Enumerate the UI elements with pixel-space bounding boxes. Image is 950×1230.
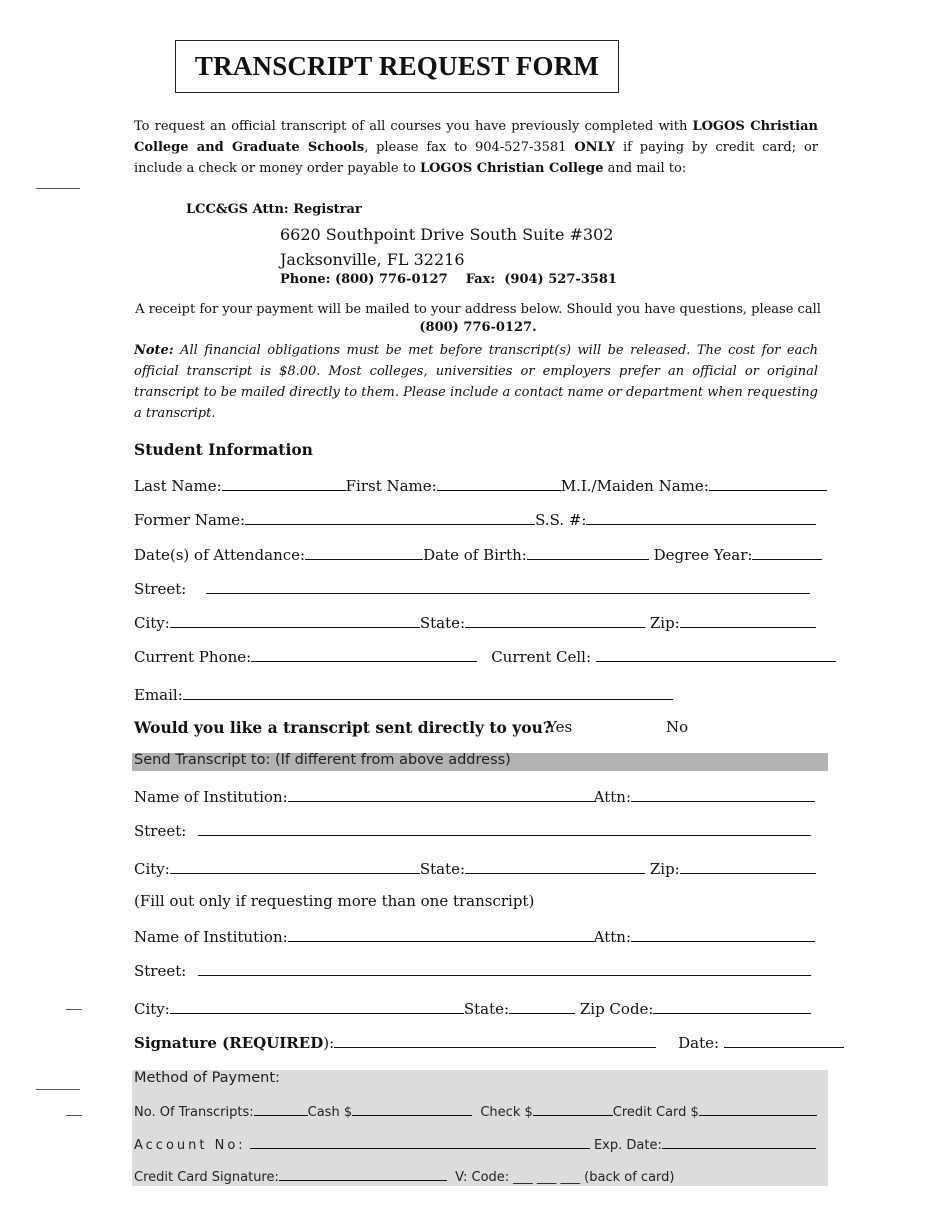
attendance-row [134,544,822,564]
address-phone: Phone: (800) 776-0127 Fax: (904) 527-3581 [280,272,617,287]
signature-label: Signature (REQUIRED [134,1034,324,1052]
exp-date-label: Exp. Date: [593,1138,662,1153]
attn-field[interactable] [631,786,815,802]
exp-date-field[interactable] [662,1136,816,1149]
num-transcripts-label: No. Of Transcripts: [134,1105,254,1120]
signature-label-end: ): [323,1034,335,1052]
intro-payee: LOGOS Christian College [419,161,604,176]
margin-mark [36,1089,80,1090]
street-field[interactable] [206,578,810,594]
receipt-text [134,301,822,337]
num-transcripts-field[interactable] [254,1103,308,1116]
send-street2-field[interactable] [198,960,811,976]
margin-mark [36,188,80,189]
account-no-label: Account No: [134,1138,246,1153]
send-zip-code2-label: Zip Code: [579,1000,654,1018]
institution2-field[interactable] [288,926,594,942]
former-name-field[interactable] [245,509,535,525]
current-cell-field[interactable] [596,646,836,662]
send-state2-label: State: [463,1000,510,1018]
signature-date-label: Date: [678,1034,720,1052]
former-name-label: Former Name: [134,511,246,529]
intro-only: ONLY [574,140,616,155]
state-label: State: [419,614,466,632]
address-line1: 6620 Southpoint Drive South Suite #302 [280,225,614,244]
payment-amounts-row [134,1103,817,1120]
note-paragraph [134,340,818,424]
intro-text: if paying by credit card; or include a check or money order payable to [134,140,819,176]
email-row [134,684,673,704]
zip-field[interactable] [680,612,816,628]
attn-label: Attn: [593,788,631,806]
credit-card-field[interactable] [699,1103,817,1116]
payment-heading: Method of Payment: [134,1070,280,1086]
ss-field[interactable] [586,509,816,525]
signature-row [134,1032,844,1052]
city-field[interactable] [170,612,420,628]
attn2-field[interactable] [631,926,815,942]
intro-college-name: LOGOS Christian College and Graduate Schools [134,119,818,155]
cash-label: Cash $ [307,1105,353,1120]
send-state2-field[interactable] [509,998,575,1014]
note-label: Note: [134,343,174,358]
receipt-line: A receipt for your payment will be mailed to your address below. Should you have questions, please call [135,302,821,317]
address-line2: Jacksonville, FL 32216 [280,250,465,269]
send-street2-row [134,960,811,980]
send-street-label: Street: [134,822,187,840]
institution-label: Name of Institution: [134,788,288,806]
email-field[interactable] [183,684,673,700]
dob-field[interactable] [527,544,649,560]
degree-year-field[interactable] [752,544,822,560]
send-street-field[interactable] [198,820,811,836]
ss-label: S.S. #: [535,511,587,529]
send-city2-label: City: [134,1000,170,1018]
student-info-heading: Student Information [134,440,313,459]
title-box [175,40,619,93]
zip-label: Zip: [649,614,680,632]
street-label: Street: [134,580,187,598]
institution2-row [134,926,815,946]
last-name-field[interactable] [222,475,346,491]
send-street2-label: Street: [134,962,187,980]
margin-mark [66,1009,82,1010]
send-state-label: State: [419,860,466,878]
credit-card-label: Credit Card $ [612,1105,699,1120]
email-label: Email: [134,686,183,704]
send-city-field[interactable] [170,858,420,874]
signature-date-field[interactable] [724,1032,844,1048]
send-city2-row [134,998,811,1018]
account-row [134,1136,816,1153]
check-field[interactable] [533,1103,613,1116]
receipt-phone: (800) 776-0127. [419,320,537,335]
v-code-label: V: Code: ___ ___ ___ (back of card) [455,1170,675,1185]
form-title: TRANSCRIPT REQUEST FORM [194,51,600,81]
attendance-field[interactable] [305,544,423,560]
cc-signature-row [134,1168,675,1185]
attn2-label: Attn: [593,928,631,946]
send-zip-field[interactable] [680,858,816,874]
margin-mark [66,1115,82,1116]
city-label: City: [134,614,170,632]
send-to-heading: Send Transcript to: (If different from above address) [134,752,511,768]
street-row [134,578,810,598]
intro-paragraph [134,116,818,179]
state-field[interactable] [465,612,645,628]
send-city2-field[interactable] [170,998,464,1014]
cc-signature-field[interactable] [279,1168,447,1181]
institution-row [134,786,815,806]
degree-year-label: Degree Year: [653,546,753,564]
send-zip-code2-field[interactable] [653,998,811,1014]
intro-text: and mail to: [603,161,687,176]
send-state-field[interactable] [465,858,645,874]
first-name-label: First Name: [345,477,437,495]
account-no-field[interactable] [250,1136,590,1149]
former-name-row [134,509,816,529]
signature-field[interactable] [334,1032,656,1048]
last-name-label: Last Name: [134,477,222,495]
first-name-field[interactable] [437,475,561,491]
cc-signature-label: Credit Card Signature: [134,1170,279,1185]
intro-text: , please fax to 904-527-3581 [364,140,575,155]
cash-field[interactable] [352,1103,472,1116]
address-attn: LCC&GS Attn: Registrar [186,202,362,217]
send-city-label: City: [134,860,170,878]
current-phone-field[interactable] [251,646,477,662]
yes-option[interactable]: Yes [547,718,573,736]
city-row [134,612,816,632]
mi-maiden-label: M.I./Maiden Name: [560,477,709,495]
institution2-label: Name of Institution: [134,928,288,946]
no-option[interactable]: No [666,718,689,736]
note-text: All financial obligations must be met before transcript(s) will be released. The cost for each official transcript is $8.00. Most colleges, universities or employers prefer an official or original transcript to be mailed directly to them. Please include a contact name or department when requesting a transcript. [134,343,818,421]
current-phone-label: Current Phone: [134,648,252,666]
mi-maiden-field[interactable] [709,475,827,491]
institution-field[interactable] [288,786,594,802]
phone-row [134,646,836,666]
attendance-label: Date(s) of Attendance: [134,546,306,564]
send-street-row [134,820,811,840]
more-transcripts-note: (Fill out only if requesting more than one transcript) [134,892,535,910]
send-city-row [134,858,816,878]
intro-text: To request an official transcript of all courses you have previously completed with [134,119,693,134]
check-label: Check $ [480,1105,533,1120]
dob-label: Date of Birth: [423,546,527,564]
name-row [134,475,827,495]
current-cell-label: Current Cell: [491,648,592,666]
send-zip-label: Zip: [649,860,680,878]
direct-question: Would you like a transcript sent directly to you? [134,718,552,737]
